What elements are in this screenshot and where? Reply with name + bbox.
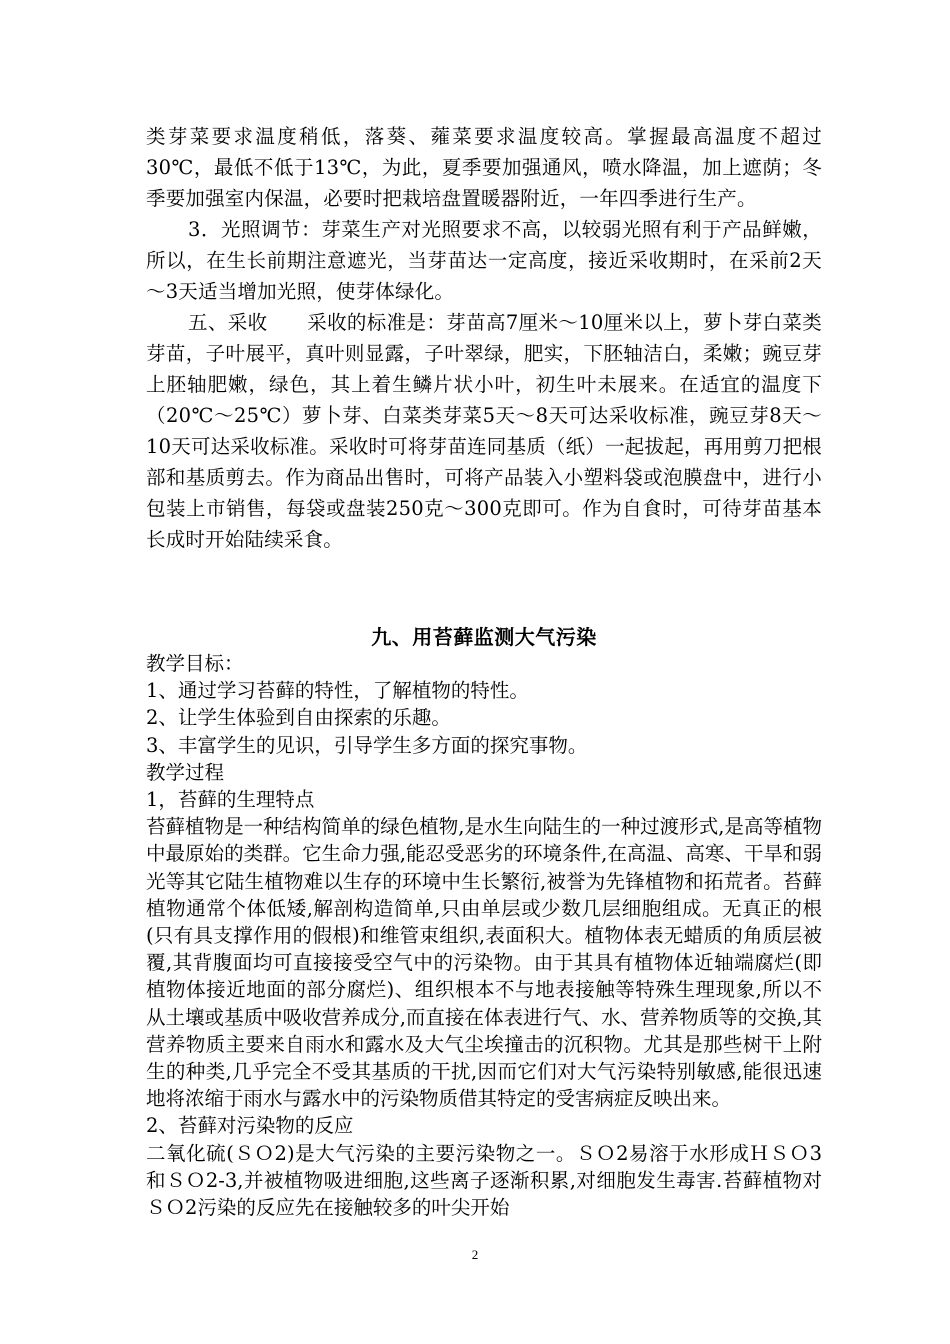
process-heading: 教学过程 (146, 760, 225, 784)
harvest-paragraph: 五、采收 采收的标准是：芽苗高7厘米～10厘米以上，萝卜芽白菜类芽苗，子叶展平，真叶则显露，子叶翠绿，肥实，下胚轴洁白，柔嫩；豌豆芽上胚轴肥嫩，绿色，其上着生鳞片状小叶，初生叶未展来。在适宜的温度下（20℃～25℃）萝卜芽、白菜类芽菜5天～8天可达采收标准，豌豆芽8天～10天可达采收标准。采收时可将芽苗连同基质（纸）一起拔起，再用剪刀把根部和基质剪去。作为商品出售时，可将产品装入小塑料袋或泡膜盘中，进行小包装上市销售，每袋或盘装250克～300克即可。作为自食时，可待芽苗基本长成时开始陆续采食。 (146, 311, 822, 551)
goal-item-1: 1、通过学习苔藓的特性，了解植物的特性。 (146, 679, 529, 703)
page-number: 2 (471, 1247, 479, 1262)
section-title: 九、用苔藓监测大气污染 (371, 625, 597, 649)
goal-item-2: 2、让学生体验到自由探索的乐趣。 (146, 706, 451, 730)
temperature-paragraph: 类芽菜要求温度稍低，落葵、蕹菜要求温度较高。掌握最高温度不超过30℃，最低不低于13℃，为此，夏季要加强通风，喷水降温，加上遮荫；冬季要加强室内保温，必要时把栽培盘置暖器附近，一年四季进行生产。 (146, 125, 822, 210)
light-paragraph: 3．光照调节：芽菜生产对光照要求不高，以较弱光照有利于产品鲜嫩，所以，在生长前期注意遮光，当芽苗达一定高度，接近采收期时，在采前2天～3天适当增加光照，使芽体绿化。 (146, 218, 822, 303)
subheading-reaction: 2、苔藓对污染物的反应 (146, 1114, 354, 1138)
planting-text-section (146, 121, 822, 555)
moss-lesson-section (146, 650, 822, 1221)
physiology-paragraph: 苔藓植物是一种结构简单的绿色植物,是水生向陆生的一种过渡形式,是高等植物中最原始的类群。它生命力强,能忍受恶劣的环境条件,在高温、高寒、干旱和弱光等其它陆生植物难以生存的环境中生长繁衍,被誉为先锋植物和拓荒者。苔藓植物通常个体低矮,解剖构造简单,只由单层或少数几层细胞组成。无真正的根(只有具支撑作用的假根)和维管束组织,表面积大。植物体表无蜡质的角质层被覆,其背腹面均可直接接受空气中的污染物。由于其具有植物体近轴端腐烂(即植物体接近地面的部分腐烂)、组织根本不与地表接触等特殊生理现象,所以不从土壤或基质中吸收营养成分,而直接在体表进行气、水、营养物质等的交换,其营养物质主要来自雨水和露水及大气尘埃撞击的沉积物。尤其是那些树干上附生的种类,几乎完全不受其基质的干扰,因而它们对大气污染特别敏感,能很迅速地将浓缩于雨水与露水中的污染物质借其特定的受害病症反映出来。 (146, 815, 822, 1111)
goals-heading: 教学目标： (146, 652, 244, 675)
reaction-paragraph: 二氧化硫(ＳＯ2)是大气污染的主要污染物之一。ＳＯ2易溶于水形成ＨＳＯ3和ＳＯ2-3,并被植物吸进细胞,这些离子逐渐积累,对细胞发生毒害.苔藓植物对ＳＯ2污染的反应先在接触较多的叶尖开始 (146, 1141, 822, 1220)
goal-item-3: 3、丰富学生的见识，引导学生多方面的探究事物。 (146, 733, 588, 757)
subheading-physiology: 1，苔藓的生理特点 (146, 788, 315, 812)
